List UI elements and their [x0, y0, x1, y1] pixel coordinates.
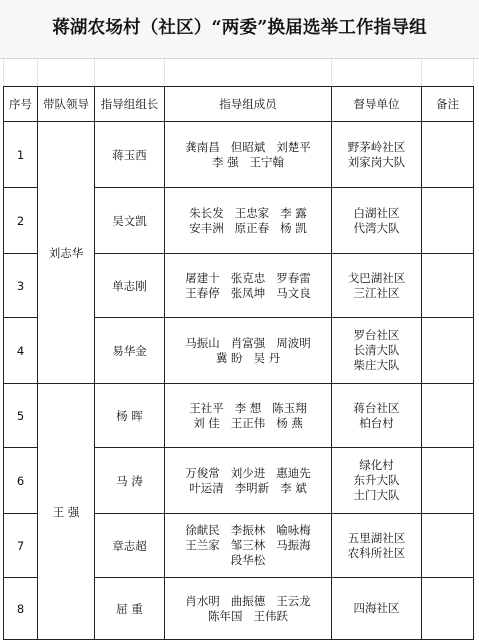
note-cell: [422, 578, 474, 640]
row-no: 5: [4, 384, 38, 448]
col-header-leader: 带队领导: [38, 87, 95, 122]
unit-line: 代湾大队: [353, 220, 400, 235]
unit-line: 东升大队: [353, 473, 400, 487]
unit-line: 野茅岭社区: [347, 139, 406, 154]
member-line: 李 强 王宁翰: [211, 154, 285, 169]
unit-line: 刘家岗大队: [347, 154, 406, 169]
note-cell: [422, 448, 474, 514]
note-cell: [422, 122, 474, 188]
member-line: 龚南昌 但昭斌 刘楚平: [185, 139, 311, 154]
members-cell: [165, 578, 332, 640]
row-no: 1: [4, 122, 38, 188]
col-header-members: 指导组成员: [165, 87, 332, 122]
members-cell: [165, 188, 332, 254]
members-cell: [165, 318, 332, 384]
member-line: 万俊常 刘少进 惠迪先: [185, 465, 311, 480]
group-head: 吴文凯: [95, 188, 165, 254]
unit-line: 白湖社区: [353, 205, 400, 220]
members-cell: [165, 448, 332, 514]
member-line: 王春停 张凤坤 马文良: [185, 285, 311, 300]
member-line: 叶运清 李明新 李 斌: [189, 480, 307, 495]
unit-line: 柏台村: [359, 415, 394, 430]
member-line: 陈年国 王伟跃: [208, 608, 288, 623]
members-cell: [165, 254, 332, 318]
unit-cell: [332, 254, 422, 318]
unit-line: 农科所社区: [347, 545, 406, 560]
member-line: 朱长发 王忠家 李 露: [189, 205, 307, 220]
members-cell: [165, 384, 332, 448]
member-line: 段华松: [230, 553, 266, 567]
member-line: 马振山 肖富强 周波明: [185, 335, 311, 350]
unit-line: 土门大队: [353, 488, 400, 502]
row-no: 4: [4, 318, 38, 384]
members-cell: [165, 514, 332, 578]
group-head: 章志超: [95, 514, 165, 578]
sheet-gridlines: [0, 58, 479, 88]
member-line: 徐献民 李振林 喻咏梅: [185, 523, 311, 537]
row-no: 6: [4, 448, 38, 514]
leader-cell: 王 强: [38, 384, 95, 640]
note-cell: [422, 514, 474, 578]
group-head: 易华金: [95, 318, 165, 384]
unit-line: 四海社区: [353, 601, 400, 615]
note-cell: [422, 254, 474, 318]
unit-line: 三江社区: [353, 285, 400, 300]
group-head: 蒋玉西: [95, 122, 165, 188]
header-row: [4, 87, 474, 122]
members-cell: [165, 122, 332, 188]
unit-line: 长清大队: [353, 343, 400, 357]
unit-line: 罗台社区: [353, 328, 400, 342]
group-head: 屈 重: [95, 578, 165, 640]
member-line: 刘 佳 王正伟 杨 燕: [193, 415, 303, 430]
member-line: 王社平 李 想 陈玉翔: [189, 400, 307, 415]
unit-line: 戈巴湖社区: [347, 270, 406, 285]
table-row: [4, 122, 474, 188]
group-head: 单志刚: [95, 254, 165, 318]
row-no: 7: [4, 514, 38, 578]
col-header-unit: 督导单位: [332, 87, 422, 122]
leader-cell: 刘志华: [38, 122, 95, 384]
row-no: 3: [4, 254, 38, 318]
member-line: 王兰家 邹三林 马振海: [185, 538, 311, 552]
group-head: 杨 晖: [95, 384, 165, 448]
note-cell: [422, 188, 474, 254]
group-head: 马 涛: [95, 448, 165, 514]
table-row: [4, 384, 474, 448]
unit-line: 蒋台社区: [353, 400, 400, 415]
unit-cell: [332, 122, 422, 188]
unit-cell: [332, 448, 422, 514]
member-line: 肖水明 曲振德 王云龙: [185, 593, 311, 608]
unit-cell: [332, 384, 422, 448]
unit-line: 绿化村: [359, 458, 394, 472]
guidance-group-table: [3, 86, 474, 640]
unit-cell: [332, 578, 422, 640]
row-no: 8: [4, 578, 38, 640]
unit-line: 五里湖社区: [347, 530, 406, 545]
note-cell: [422, 318, 474, 384]
member-line: 冀 盼 吴 丹: [215, 350, 281, 365]
note-cell: [422, 384, 474, 448]
unit-line: 柴庄大队: [353, 358, 400, 372]
document-title: 蒋湖农场村（社区）“两委”换届选举工作指导组: [52, 18, 427, 38]
row-no: 2: [4, 188, 38, 254]
member-line: 屠建十 张克忠 罗春雷: [185, 270, 311, 285]
unit-cell: [332, 188, 422, 254]
col-header-no: 序号: [4, 87, 38, 122]
unit-cell: [332, 318, 422, 384]
member-line: 安丰洲 原正春 杨 凯: [189, 220, 307, 235]
col-header-note: 备注: [422, 87, 474, 122]
unit-cell: [332, 514, 422, 578]
col-header-group-head: 指导组组长: [95, 87, 165, 122]
